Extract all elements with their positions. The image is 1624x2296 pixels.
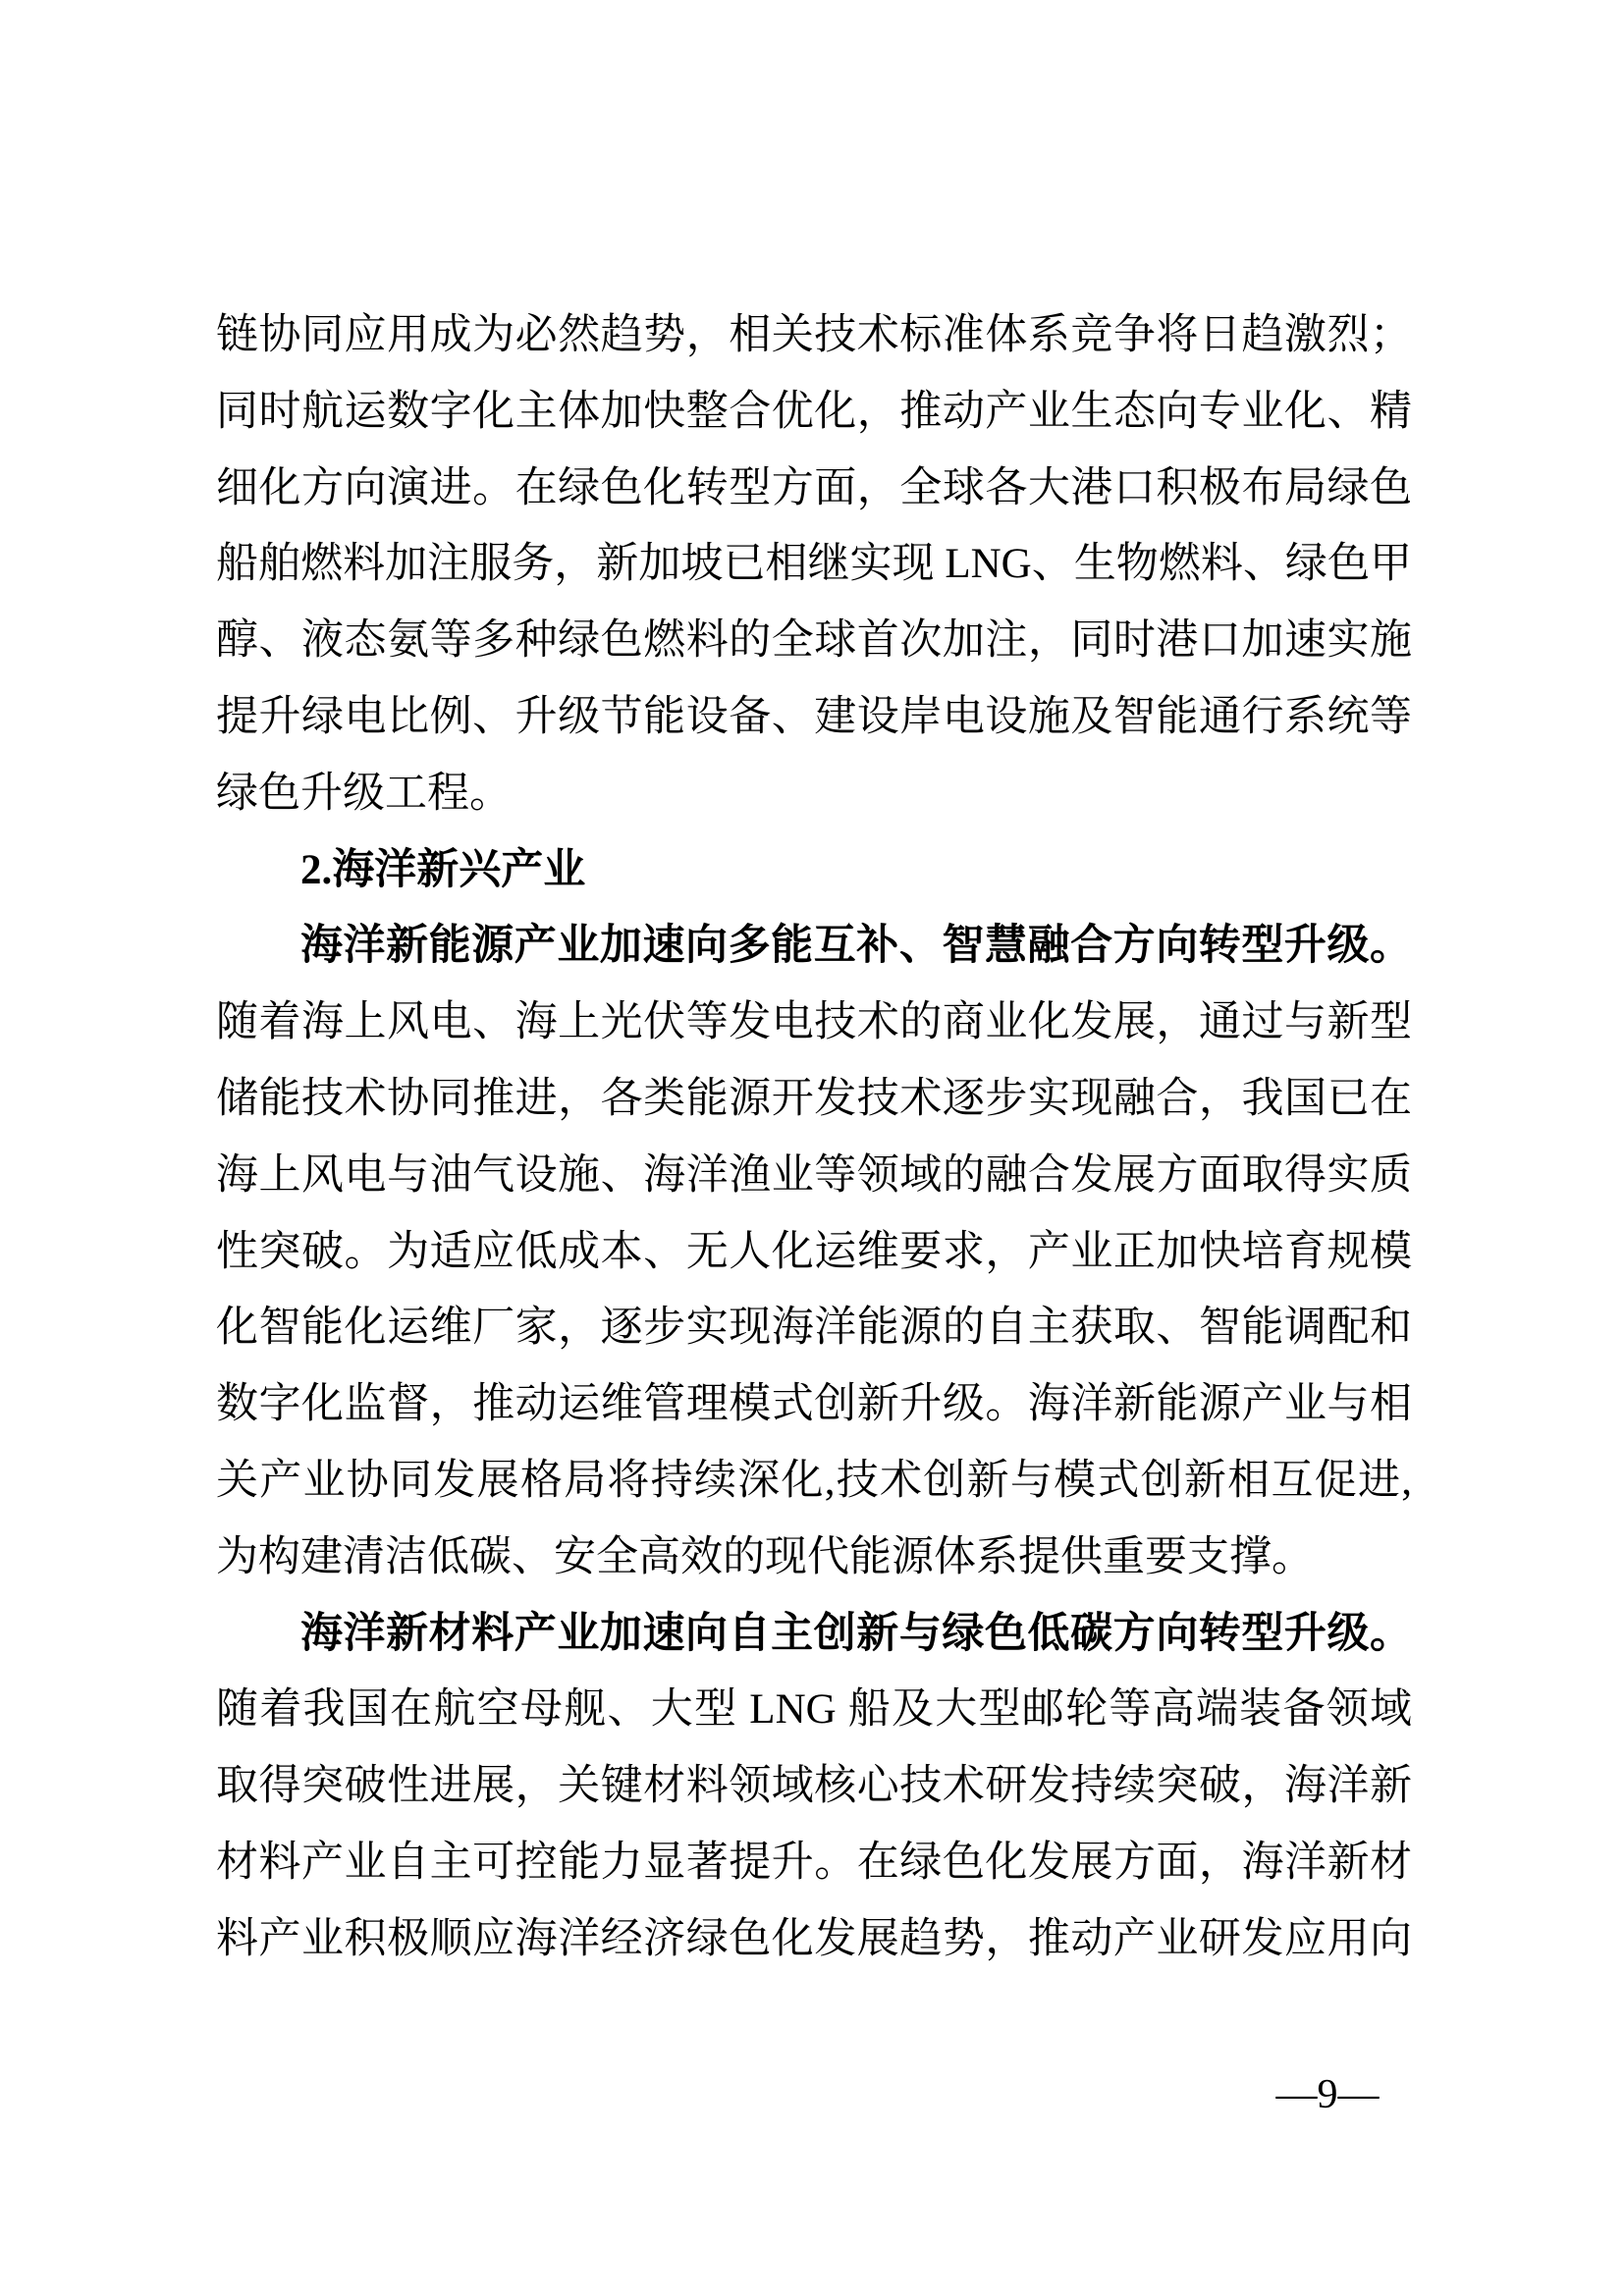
document-body (216, 297, 1412, 1978)
text-line: 料产业积极顺应海洋经济绿色化发展趋势，推动产业研发应用向 (216, 1915, 1412, 1962)
text-line: 随着海上风电、海上光伏等发电技术的商业化发展，通过与新型 (216, 999, 1412, 1046)
text-line: 醇、液态氨等多种绿色燃料的全球首次加注，同时港口加速实施 (216, 617, 1412, 665)
text-line: 性突破。为适应低成本、无人化运维要求，产业正加快培育规模 (216, 1228, 1412, 1275)
text-line: 材料产业自主可控能力显著提升。在绿色化发展方面，海洋新材 (216, 1839, 1412, 1886)
text-line: 海上风电与油气设施、海洋渔业等领域的融合发展方面取得实质 (216, 1151, 1412, 1199)
lead-sentence-line: 海洋新能源产业加速向多能互补、智慧融合方向转型升级。 (300, 923, 1412, 970)
text-line: 关产业协同发展格局将持续深化,技术创新与模式创新相互促进, (216, 1457, 1412, 1504)
text-line: 同时航运数字化主体加快整合优化，推动产业生态向专业化、精 (216, 388, 1412, 435)
section-heading: 2.海洋新兴产业 (300, 846, 586, 893)
text-line: 链协同应用成为必然趋势，相关技术标准体系竞争将日趋激烈； (216, 312, 1412, 358)
text-line: 细化方向演进。在绿色化转型方面，全球各大港口积极布局绿色 (216, 464, 1412, 511)
text-line: 数字化监督，推动运维管理模式创新升级。海洋新能源产业与相 (216, 1381, 1412, 1428)
text-line: 化智能化运维厂家，逐步实现海洋能源的自主获取、智能调配和 (216, 1305, 1412, 1352)
text-line: 船舶燃料加注服务，新加坡已相继实现 LNG、生物燃料、绿色甲 (216, 541, 1412, 588)
page-number: —9— (1275, 2072, 1380, 2117)
text-line: 随着我国在航空母舰、大型 LNG 船及大型邮轮等高端装备领域 (216, 1686, 1412, 1734)
lead-sentence-line: 海洋新材料产业加速向自主创新与绿色低碳方向转型升级。 (300, 1610, 1412, 1657)
text-line: 取得突破性进展，关键材料领域核心技术研发持续突破，海洋新 (216, 1763, 1412, 1810)
text-line: 提升绿电比例、升级节能设备、建设岸电设施及智能通行系统等 (216, 693, 1412, 740)
text-line: 绿色升级工程。 (216, 770, 512, 817)
text-line: 储能技术协同推进，各类能源开发技术逐步实现融合，我国已在 (216, 1075, 1412, 1122)
text-line: 为构建清洁低碳、安全高效的现代能源体系提供重要支撑。 (216, 1533, 1314, 1580)
